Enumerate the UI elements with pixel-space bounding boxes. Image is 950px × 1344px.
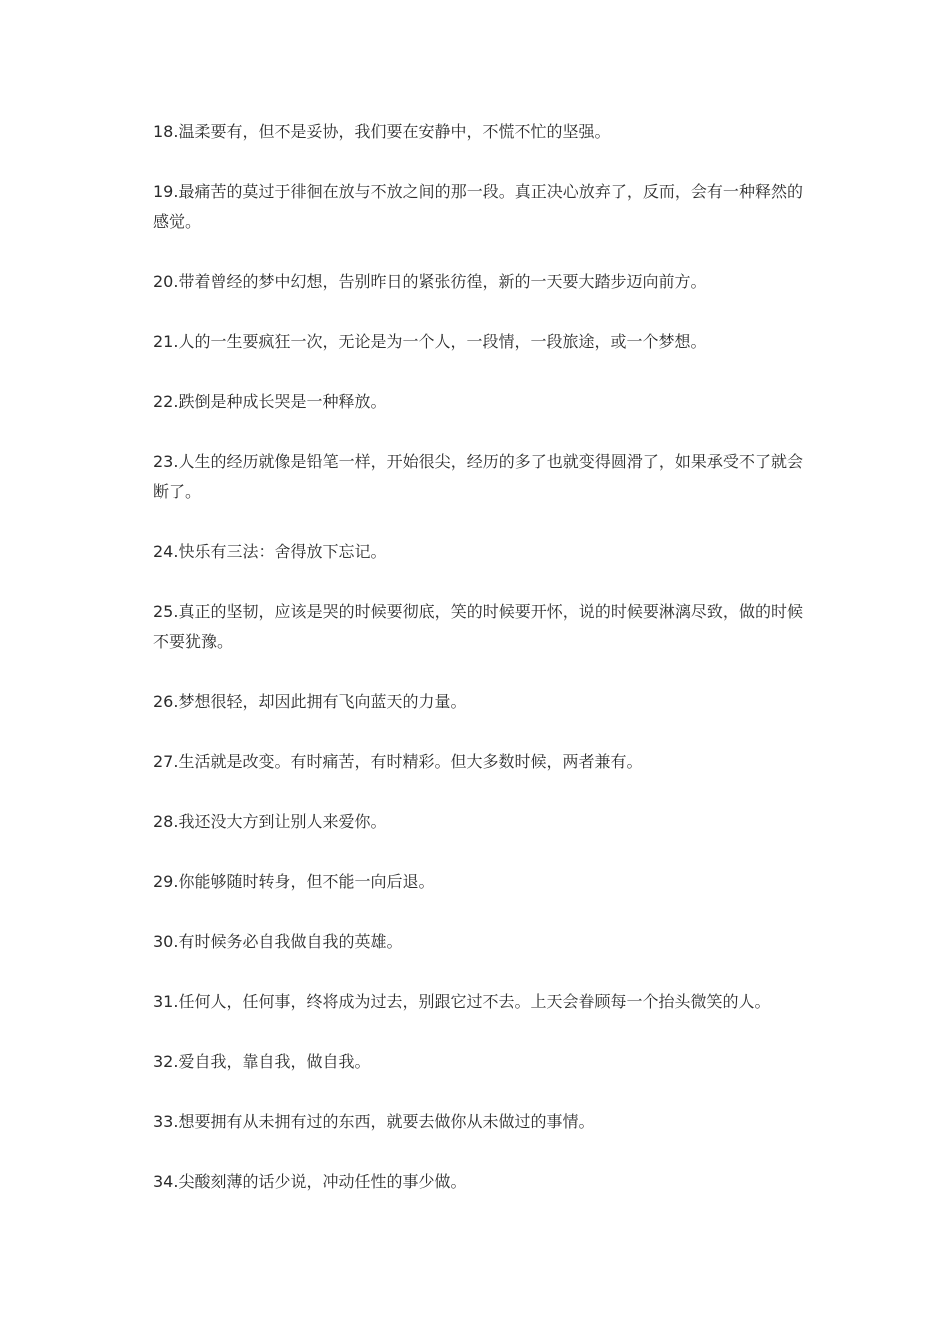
quote-paragraph-29: 29.你能够随时转身，但不能一向后退。 [153, 872, 435, 891]
quote-paragraph-21: 21.人的一生要疯狂一次，无论是为一个人，一段情，一段旅途，或一个梦想。 [153, 332, 707, 351]
quote-paragraph-25: 25.真正的坚韧，应该是哭的时候要彻底，笑的时候要开怀，说的时候要淋漓尽致，做的时候不要犹豫。 [153, 602, 803, 651]
quote-paragraph-34: 34.尖酸刻薄的话少说，冲动任性的事少做。 [153, 1172, 467, 1191]
quote-paragraph-31: 31.任何人，任何事，终将成为过去，别跟它过不去。上天会眷顾每一个抬头微笑的人。 [153, 992, 771, 1011]
quote-paragraph-27: 27.生活就是改变。有时痛苦，有时精彩。但大多数时候，两者兼有。 [153, 752, 643, 771]
quote-paragraph-33: 33.想要拥有从未拥有过的东西，就要去做你从未做过的事情。 [153, 1112, 595, 1131]
quote-paragraph-24: 24.快乐有三法：舍得放下忘记。 [153, 542, 387, 561]
quote-paragraph-20: 20.带着曾经的梦中幻想，告别昨日的紧张彷徨，新的一天要大踏步迈向前方。 [153, 272, 707, 291]
quote-paragraph-26: 26.梦想很轻，却因此拥有飞向蓝天的力量。 [153, 692, 467, 711]
quote-paragraph-23: 23.人生的经历就像是铅笔一样，开始很尖，经历的多了也就变得圆滑了，如果承受不了就会断了。 [153, 452, 803, 501]
quote-paragraph-28: 28.我还没大方到让别人来爱你。 [153, 812, 387, 831]
quote-list [153, 117, 803, 1227]
quote-paragraph-22: 22.跌倒是种成长哭是一种释放。 [153, 392, 387, 411]
quote-paragraph-19: 19.最痛苦的莫过于徘徊在放与不放之间的那一段。真正决心放弃了，反而，会有一种释然的感觉。 [153, 182, 803, 231]
quote-paragraph-30: 30.有时候务必自我做自我的英雄。 [153, 932, 403, 951]
quote-paragraph-18: 18.温柔要有，但不是妥协，我们要在安静中，不慌不忙的坚强。 [153, 122, 611, 141]
quote-paragraph-32: 32.爱自我，靠自我，做自我。 [153, 1052, 371, 1071]
